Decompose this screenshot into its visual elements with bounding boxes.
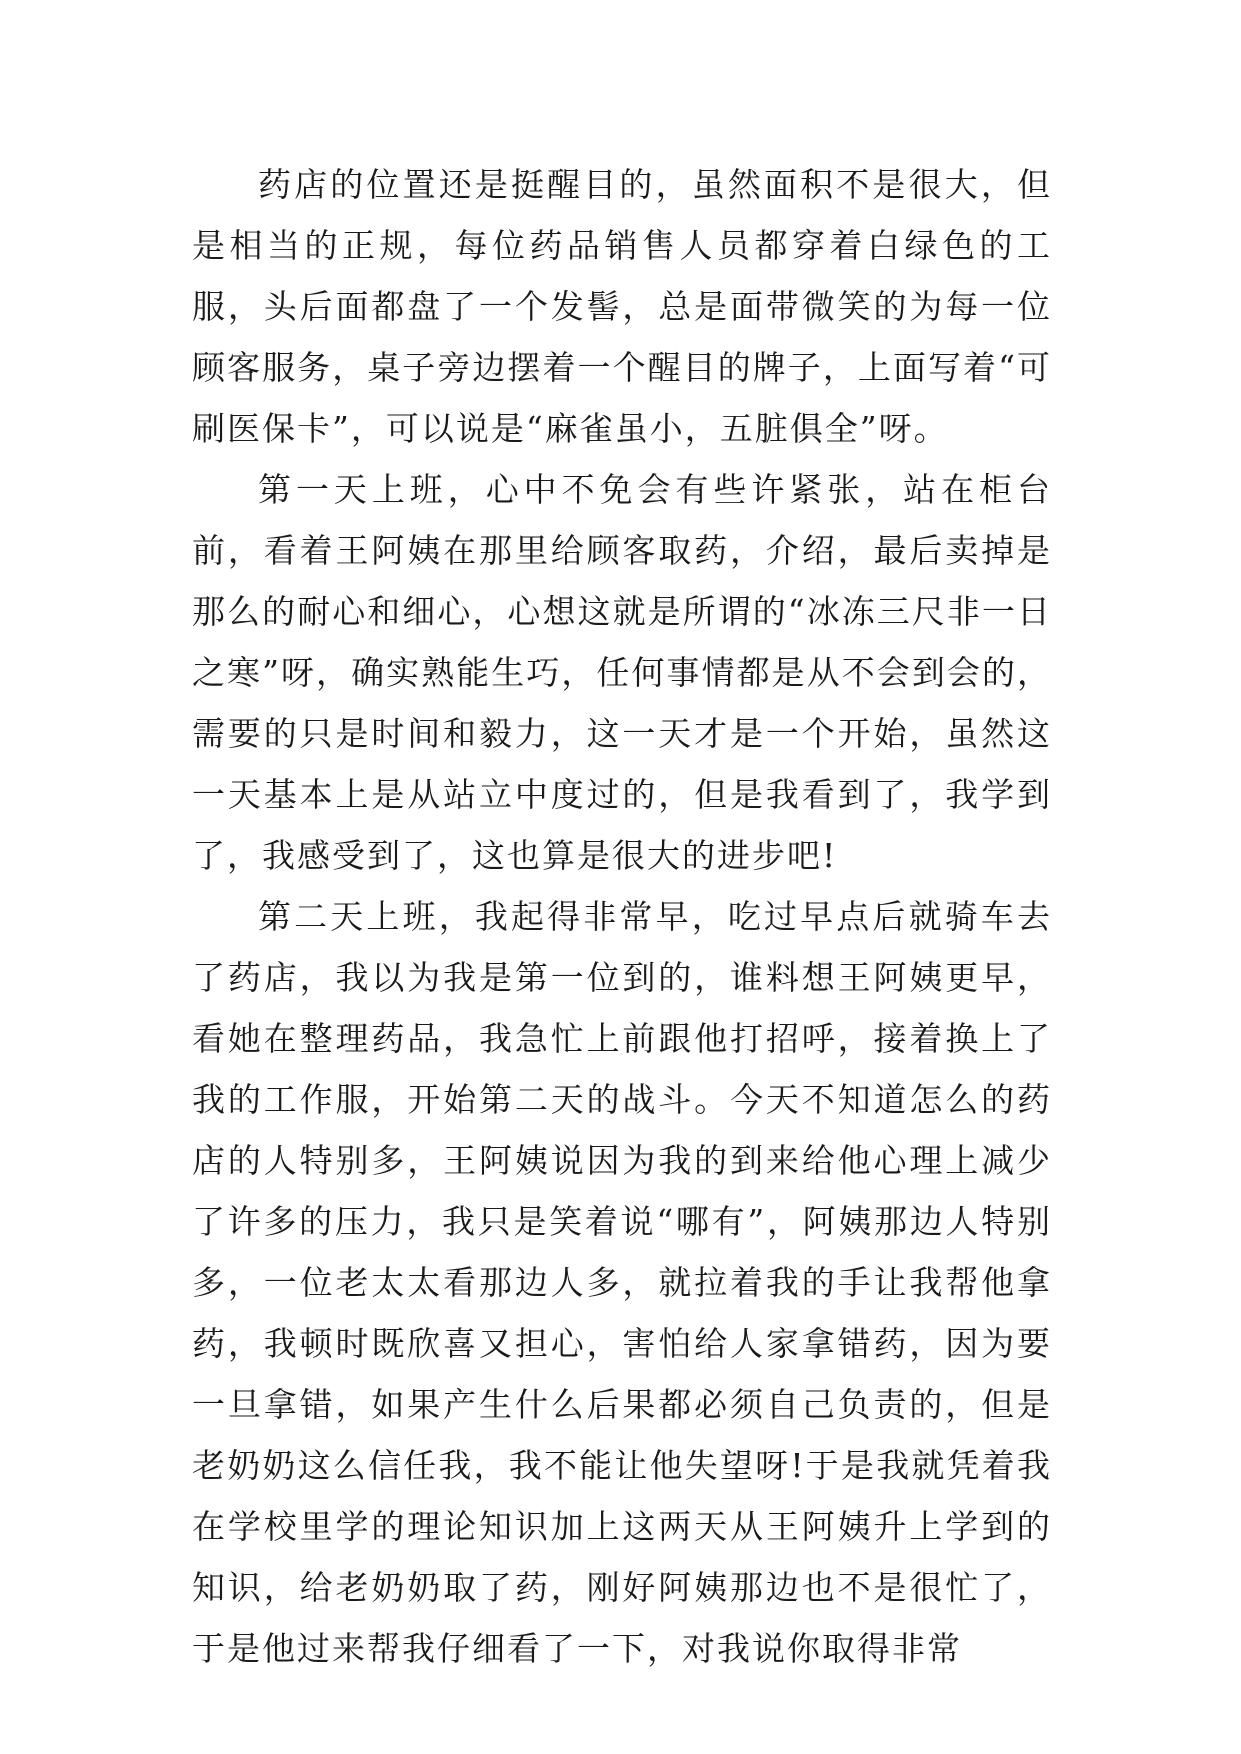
paragraph: 药店的位置还是挺醒目的，虽然面积不是很大，但是相当的正规，每位药品销售人员都穿着白绿色的工服，头后面都盘了一个发髻，总是面带微笑的为每一位顾客服务，桌子旁边摆着一个醒目的牌子，上面写着“可刷医保卡”，可以说是“麻雀虽小，五脏俱全”呀。 — [192, 165, 1052, 448]
document-body — [192, 154, 1052, 1679]
paragraph: 第二天上班，我起得非常早，吃过早点后就骑车去了药店，我以为我是第一位到的，谁料想王阿姨更早，看她在整理药品，我急忙上前跟他打招呼，接着换上了我的工作服，开始第二天的战斗。今天不知道怎么的药店的人特别多，王阿姨说因为我的到来给他心理上减少了许多的压力，我只是笑着说“哪有”，阿姨那边人特别多，一位老太太看那边人多，就拉着我的手让我帮他拿药，我顿时既欣喜又担心，害怕给人家拿错药，因为要一旦拿错，如果产生什么后果都必须自己负责的，但是老奶奶这么信任我，我不能让他失望呀!于是我就凭着我在学校里学的理论知识加上这两天从王阿姨升上学到的知识，给老奶奶取了药，刚好阿姨那边也不是很忙了，于是他过来帮我仔细看了一下，对我说你取得非常 — [192, 897, 1052, 1668]
paragraph: 第一天上班，心中不免会有些许紧张，站在柜台前，看着王阿姨在那里给顾客取药，介绍，最后卖掉是那么的耐心和细心，心想这就是所谓的“冰冻三尺非一日之寒”呀，确实熟能生巧，任何事情都是从不会到会的，需要的只是时间和毅力，这一天才是一个开始，虽然这一天基本上是从站立中度过的，但是我看到了，我学到了，我感受到了，这也算是很大的进步吧! — [192, 470, 1052, 875]
